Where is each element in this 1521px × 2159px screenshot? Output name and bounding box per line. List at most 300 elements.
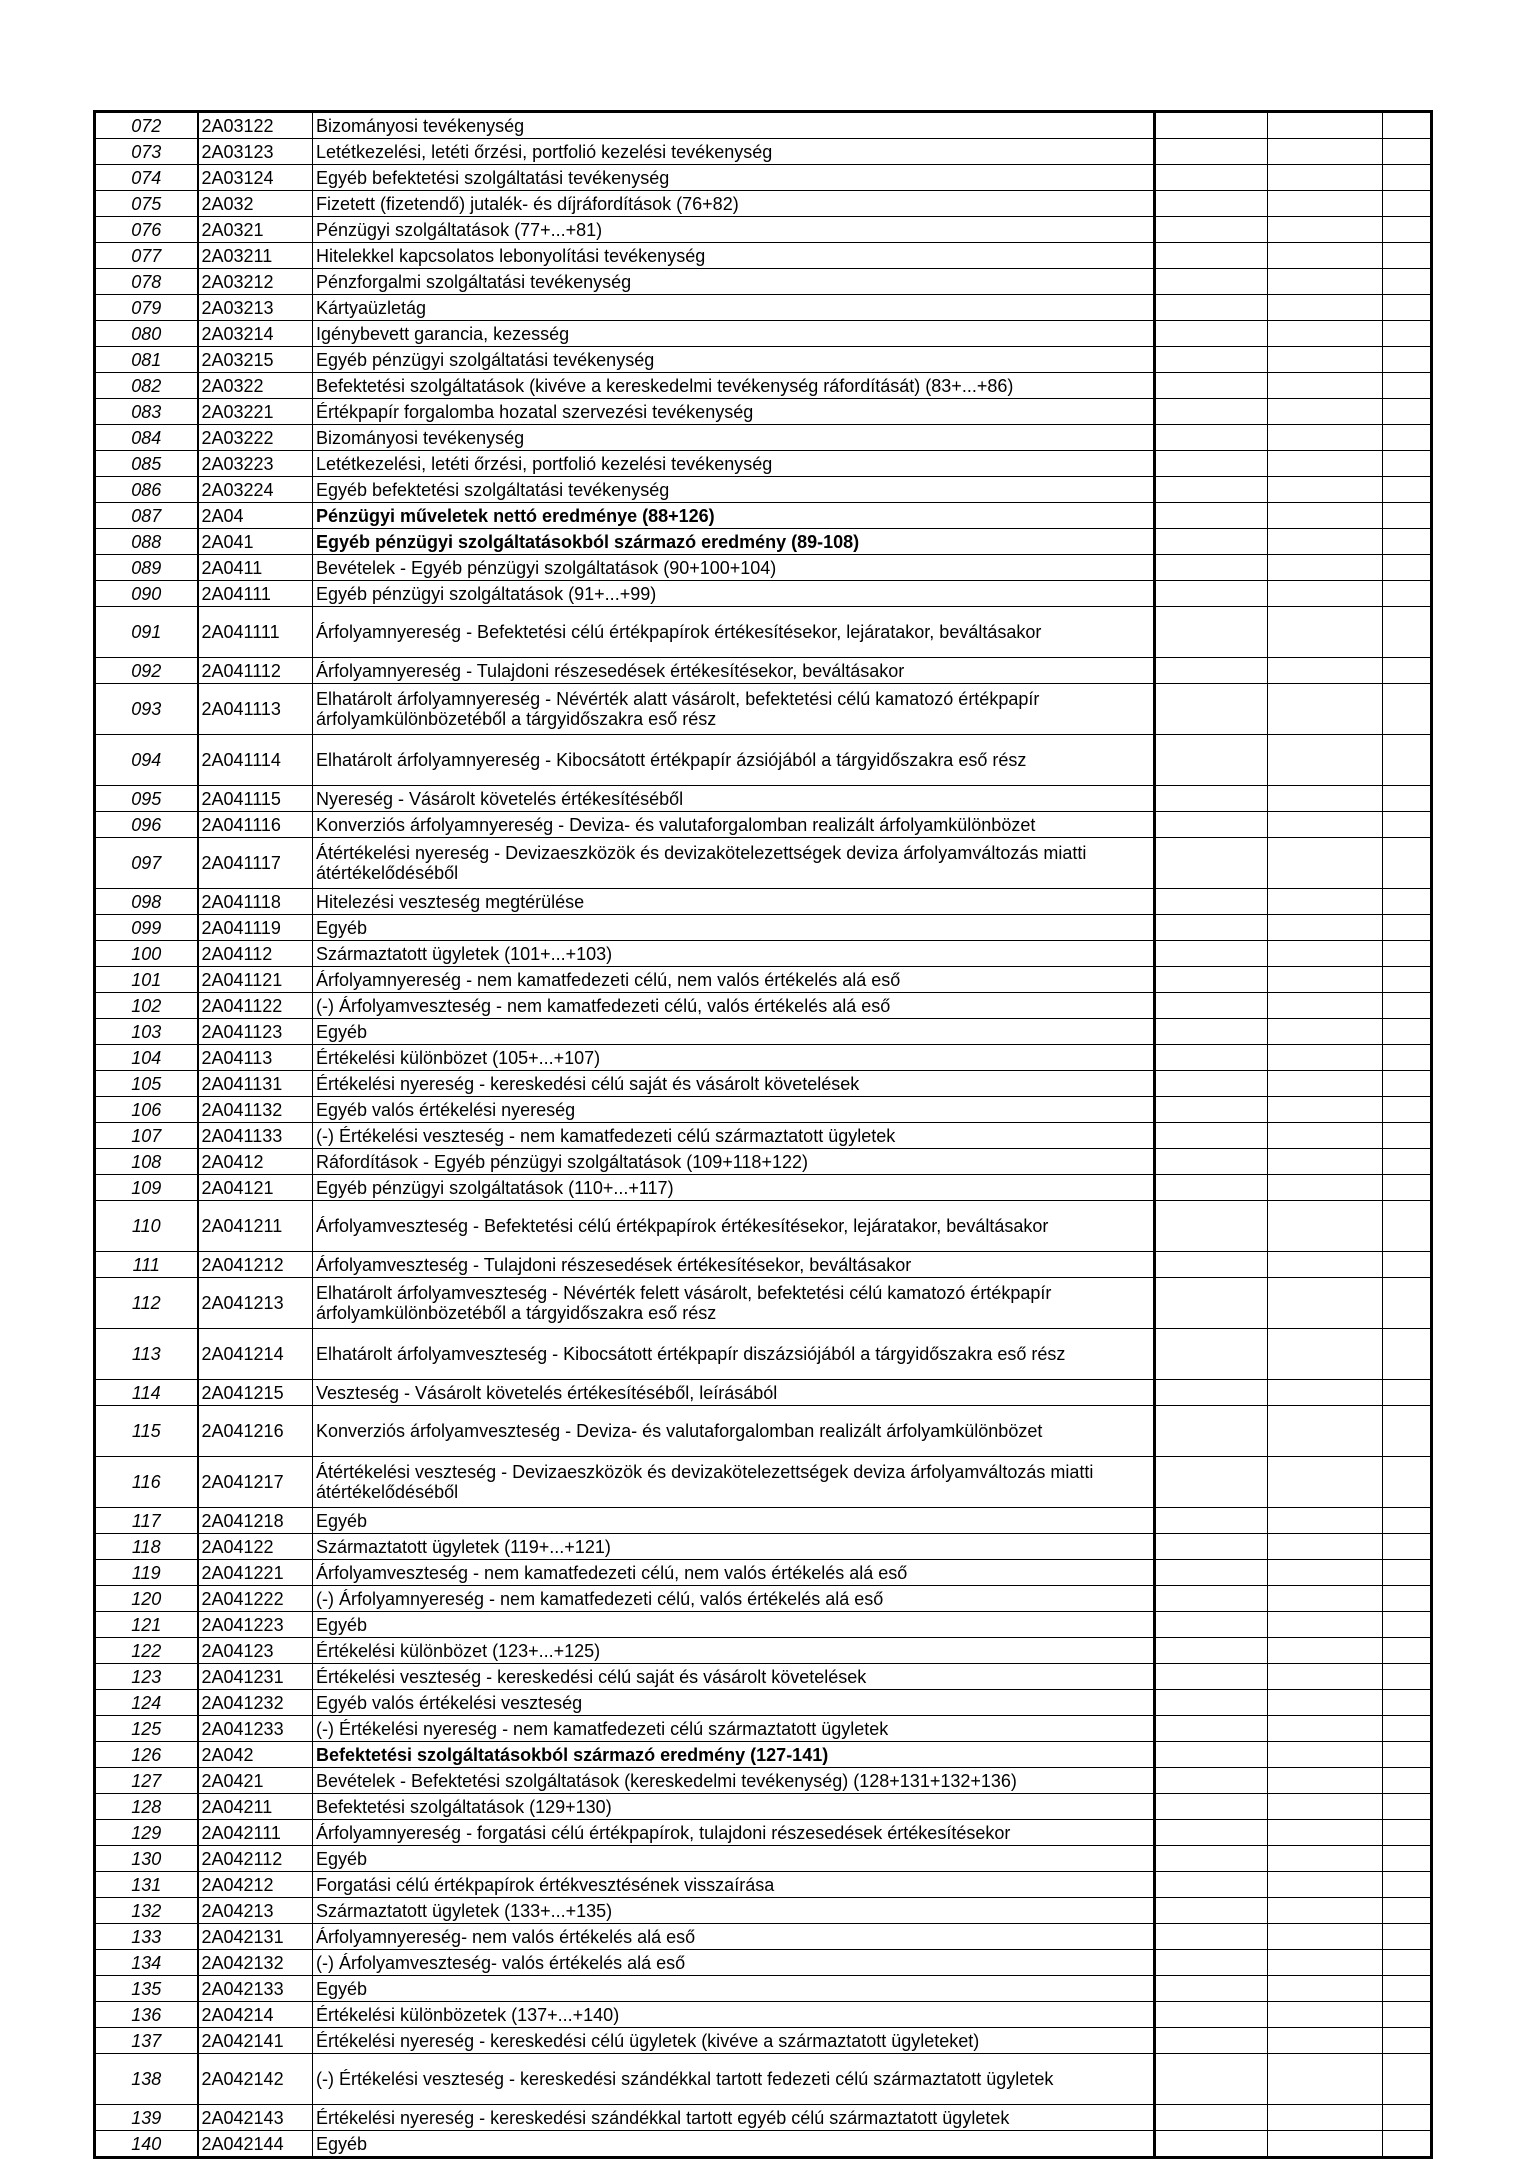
row-number: 124 [95, 1690, 198, 1716]
table-row [95, 165, 1432, 191]
value-cell-3 [1383, 1898, 1432, 1924]
row-code: 2A041131 [198, 1071, 313, 1097]
table-row [95, 2105, 1432, 2131]
row-code: 2A04211 [198, 1794, 313, 1820]
row-code: 2A042141 [198, 2028, 313, 2054]
value-cell-1 [1155, 1071, 1268, 1097]
row-number: 132 [95, 1898, 198, 1924]
row-description: Letétkezelési, letéti őrzési, portfolió kezelési tevékenység [313, 451, 1155, 477]
table-row [95, 529, 1432, 555]
row-description: Fizetett (fizetendő) jutalék- és díjráfordítások (76+82) [313, 191, 1155, 217]
table-row [95, 1123, 1432, 1149]
row-number: 136 [95, 2002, 198, 2028]
row-number: 080 [95, 321, 198, 347]
row-number: 138 [95, 2054, 198, 2105]
table-row [95, 503, 1432, 529]
row-code: 2A042131 [198, 1924, 313, 1950]
value-cell-1 [1155, 1872, 1268, 1898]
table-row [95, 1045, 1432, 1071]
value-cell-3 [1383, 1045, 1432, 1071]
row-number: 126 [95, 1742, 198, 1768]
value-cell-1 [1155, 1716, 1268, 1742]
value-cell-2 [1268, 112, 1383, 139]
value-cell-1 [1155, 1019, 1268, 1045]
row-description: (-) Értékelési nyereség - nem kamatfedezeti célú származtatott ügyletek [313, 1716, 1155, 1742]
value-cell-1 [1155, 2028, 1268, 2054]
value-cell-2 [1268, 1872, 1383, 1898]
value-cell-3 [1383, 1252, 1432, 1278]
row-code: 2A04113 [198, 1045, 313, 1071]
table-row [95, 1019, 1432, 1045]
row-description: Egyéb valós értékelési veszteség [313, 1690, 1155, 1716]
row-number: 122 [95, 1638, 198, 1664]
table-row [95, 2054, 1432, 2105]
value-cell-3 [1383, 477, 1432, 503]
value-cell-2 [1268, 1278, 1383, 1329]
table-row [95, 425, 1432, 451]
value-cell-1 [1155, 1690, 1268, 1716]
table-row [95, 1716, 1432, 1742]
row-number: 119 [95, 1560, 198, 1586]
table-row [95, 1508, 1432, 1534]
row-number: 135 [95, 1976, 198, 2002]
row-code: 2A041119 [198, 915, 313, 941]
row-description: Elhatárolt árfolyamnyereség - Kibocsátott értékpapír ázsiójából a tárgyidőszakra eső rész [313, 735, 1155, 786]
row-code: 2A0412 [198, 1149, 313, 1175]
value-cell-3 [1383, 1612, 1432, 1638]
row-description: Forgatási célú értékpapírok értékvesztésének visszaírása [313, 1872, 1155, 1898]
row-description: Veszteség - Vásárolt követelés értékesítéséből, leírásából [313, 1380, 1155, 1406]
value-cell-3 [1383, 425, 1432, 451]
row-description: Ráfordítások - Egyéb pénzügyi szolgáltatások (109+118+122) [313, 1149, 1155, 1175]
row-number: 081 [95, 347, 198, 373]
row-number: 117 [95, 1508, 198, 1534]
value-cell-3 [1383, 967, 1432, 993]
row-number: 129 [95, 1820, 198, 1846]
value-cell-3 [1383, 2002, 1432, 2028]
value-cell-3 [1383, 1406, 1432, 1457]
table-row [95, 1586, 1432, 1612]
row-description: Konverziós árfolyamnyereség - Deviza- és valutaforgalomban realizált árfolyamkülönbözet [313, 812, 1155, 838]
value-cell-2 [1268, 139, 1383, 165]
value-cell-1 [1155, 1175, 1268, 1201]
row-code: 2A03221 [198, 399, 313, 425]
value-cell-1 [1155, 786, 1268, 812]
row-description: Egyéb [313, 1019, 1155, 1045]
value-cell-1 [1155, 1846, 1268, 1872]
value-cell-1 [1155, 1201, 1268, 1252]
value-cell-2 [1268, 191, 1383, 217]
table-row [95, 941, 1432, 967]
value-cell-3 [1383, 1534, 1432, 1560]
value-cell-1 [1155, 915, 1268, 941]
value-cell-1 [1155, 295, 1268, 321]
row-description: Egyéb valós értékelési nyereség [313, 1097, 1155, 1123]
value-cell-2 [1268, 735, 1383, 786]
row-code: 2A04123 [198, 1638, 313, 1664]
row-code: 2A042144 [198, 2131, 313, 2158]
value-cell-3 [1383, 1794, 1432, 1820]
table-row [95, 1898, 1432, 1924]
row-description: (-) Árfolyamveszteség- valós értékelés alá eső [313, 1950, 1155, 1976]
value-cell-2 [1268, 477, 1383, 503]
value-cell-3 [1383, 1742, 1432, 1768]
row-number: 094 [95, 735, 198, 786]
value-cell-1 [1155, 658, 1268, 684]
value-cell-1 [1155, 1950, 1268, 1976]
value-cell-1 [1155, 1406, 1268, 1457]
row-description: Egyéb befektetési szolgáltatási tevékenység [313, 165, 1155, 191]
value-cell-1 [1155, 477, 1268, 503]
table-row [95, 1278, 1432, 1329]
value-cell-2 [1268, 2054, 1383, 2105]
value-cell-2 [1268, 2105, 1383, 2131]
row-number: 084 [95, 425, 198, 451]
value-cell-3 [1383, 1508, 1432, 1534]
table-row [95, 1638, 1432, 1664]
row-description: Bevételek - Befektetési szolgáltatások (kereskedelmi tevékenység) (128+131+132+136) [313, 1768, 1155, 1794]
row-description: Egyéb pénzügyi szolgáltatások (91+...+99) [313, 581, 1155, 607]
value-cell-3 [1383, 503, 1432, 529]
value-cell-2 [1268, 1457, 1383, 1508]
row-description: Egyéb [313, 915, 1155, 941]
value-cell-1 [1155, 321, 1268, 347]
value-cell-1 [1155, 1508, 1268, 1534]
row-description: Befektetési szolgáltatások (kivéve a kereskedelmi tevékenység ráfordítását) (83+...+86) [313, 373, 1155, 399]
value-cell-1 [1155, 1794, 1268, 1820]
row-description: Bizományosi tevékenység [313, 425, 1155, 451]
row-number: 120 [95, 1586, 198, 1612]
value-cell-3 [1383, 269, 1432, 295]
value-cell-2 [1268, 607, 1383, 658]
value-cell-1 [1155, 503, 1268, 529]
ledger-body [95, 112, 1432, 2158]
value-cell-2 [1268, 2002, 1383, 2028]
row-code: 2A03223 [198, 451, 313, 477]
value-cell-3 [1383, 2105, 1432, 2131]
row-code: 2A041215 [198, 1380, 313, 1406]
row-description: Értékelési nyereség - kereskedési célú ügyletek (kivéve a származtatott ügyleteket) [313, 2028, 1155, 2054]
value-cell-1 [1155, 425, 1268, 451]
table-row [95, 139, 1432, 165]
table-row [95, 1175, 1432, 1201]
table-row [95, 993, 1432, 1019]
value-cell-1 [1155, 1664, 1268, 1690]
row-number: 131 [95, 1872, 198, 1898]
value-cell-1 [1155, 112, 1268, 139]
row-description: (-) Értékelési veszteség - kereskedési szándékkal tartott fedezeti célú származtatott ügyletek [313, 2054, 1155, 2105]
value-cell-2 [1268, 1950, 1383, 1976]
row-number: 116 [95, 1457, 198, 1508]
row-description: Nyereség - Vásárolt követelés értékesítéséből [313, 786, 1155, 812]
row-code: 2A042112 [198, 1846, 313, 1872]
value-cell-2 [1268, 786, 1383, 812]
row-number: 102 [95, 993, 198, 1019]
value-cell-3 [1383, 243, 1432, 269]
row-description: Konverziós árfolyamveszteség - Deviza- és valutaforgalomban realizált árfolyamkülönbözet [313, 1406, 1155, 1457]
value-cell-3 [1383, 1690, 1432, 1716]
row-number: 098 [95, 889, 198, 915]
value-cell-1 [1155, 1924, 1268, 1950]
value-cell-1 [1155, 165, 1268, 191]
value-cell-3 [1383, 2054, 1432, 2105]
value-cell-2 [1268, 1898, 1383, 1924]
table-row [95, 112, 1432, 139]
value-cell-1 [1155, 838, 1268, 889]
value-cell-2 [1268, 838, 1383, 889]
row-description: Értékelési különbözetek (137+...+140) [313, 2002, 1155, 2028]
value-cell-1 [1155, 1534, 1268, 1560]
row-number: 085 [95, 451, 198, 477]
row-number: 105 [95, 1071, 198, 1097]
ledger-table [93, 110, 1433, 2159]
row-code: 2A042111 [198, 1820, 313, 1846]
value-cell-1 [1155, 1586, 1268, 1612]
row-code: 2A042133 [198, 1976, 313, 2002]
row-description: Árfolyamnyereség - Tulajdoni részesedések értékesítésekor, beváltásakor [313, 658, 1155, 684]
value-cell-1 [1155, 684, 1268, 735]
row-number: 137 [95, 2028, 198, 2054]
value-cell-3 [1383, 1123, 1432, 1149]
value-cell-2 [1268, 1406, 1383, 1457]
value-cell-2 [1268, 217, 1383, 243]
row-code: 2A041218 [198, 1508, 313, 1534]
row-number: 123 [95, 1664, 198, 1690]
value-cell-3 [1383, 581, 1432, 607]
value-cell-2 [1268, 684, 1383, 735]
table-row [95, 889, 1432, 915]
value-cell-1 [1155, 1252, 1268, 1278]
value-cell-2 [1268, 1976, 1383, 2002]
value-cell-1 [1155, 889, 1268, 915]
value-cell-1 [1155, 1278, 1268, 1329]
table-row [95, 347, 1432, 373]
value-cell-2 [1268, 581, 1383, 607]
value-cell-3 [1383, 607, 1432, 658]
value-cell-3 [1383, 1768, 1432, 1794]
row-description: Pénzügyi szolgáltatások (77+...+81) [313, 217, 1155, 243]
value-cell-2 [1268, 915, 1383, 941]
row-number: 093 [95, 684, 198, 735]
table-row [95, 191, 1432, 217]
value-cell-3 [1383, 2131, 1432, 2158]
value-cell-1 [1155, 1976, 1268, 2002]
row-code: 2A04 [198, 503, 313, 529]
value-cell-1 [1155, 1742, 1268, 1768]
value-cell-2 [1268, 1768, 1383, 1794]
value-cell-1 [1155, 347, 1268, 373]
row-number: 110 [95, 1201, 198, 1252]
value-cell-2 [1268, 1380, 1383, 1406]
row-number: 090 [95, 581, 198, 607]
value-cell-2 [1268, 2028, 1383, 2054]
table-row [95, 1742, 1432, 1768]
value-cell-3 [1383, 1071, 1432, 1097]
row-description: Igénybevett garancia, kezesség [313, 321, 1155, 347]
row-number: 082 [95, 373, 198, 399]
value-cell-2 [1268, 1123, 1383, 1149]
table-row [95, 1329, 1432, 1380]
value-cell-3 [1383, 915, 1432, 941]
value-cell-3 [1383, 812, 1432, 838]
value-cell-3 [1383, 1278, 1432, 1329]
row-code: 2A04212 [198, 1872, 313, 1898]
row-number: 099 [95, 915, 198, 941]
row-code: 2A0321 [198, 217, 313, 243]
table-row [95, 555, 1432, 581]
row-description: Befektetési szolgáltatásokból származó eredmény (127-141) [313, 1742, 1155, 1768]
value-cell-3 [1383, 217, 1432, 243]
row-number: 083 [95, 399, 198, 425]
value-cell-3 [1383, 1716, 1432, 1742]
row-description: Bizományosi tevékenység [313, 112, 1155, 139]
row-code: 2A041214 [198, 1329, 313, 1380]
row-code: 2A041123 [198, 1019, 313, 1045]
row-code: 2A032 [198, 191, 313, 217]
value-cell-2 [1268, 2131, 1383, 2158]
value-cell-3 [1383, 399, 1432, 425]
value-cell-1 [1155, 1612, 1268, 1638]
row-code: 2A03211 [198, 243, 313, 269]
row-number: 097 [95, 838, 198, 889]
value-cell-2 [1268, 1690, 1383, 1716]
value-cell-2 [1268, 1071, 1383, 1097]
value-cell-1 [1155, 1560, 1268, 1586]
row-code: 2A03222 [198, 425, 313, 451]
row-number: 139 [95, 2105, 198, 2131]
table-row [95, 735, 1432, 786]
value-cell-3 [1383, 1846, 1432, 1872]
table-row [95, 1457, 1432, 1508]
table-row [95, 2131, 1432, 2158]
row-number: 079 [95, 295, 198, 321]
value-cell-2 [1268, 967, 1383, 993]
row-description: Származtatott ügyletek (133+...+135) [313, 1898, 1155, 1924]
value-cell-2 [1268, 1794, 1383, 1820]
table-row [95, 399, 1432, 425]
table-row [95, 1149, 1432, 1175]
value-cell-1 [1155, 2002, 1268, 2028]
table-row [95, 658, 1432, 684]
value-cell-3 [1383, 1820, 1432, 1846]
row-number: 073 [95, 139, 198, 165]
row-code: 2A041211 [198, 1201, 313, 1252]
value-cell-2 [1268, 451, 1383, 477]
value-cell-1 [1155, 1123, 1268, 1149]
row-code: 2A041216 [198, 1406, 313, 1457]
row-number: 121 [95, 1612, 198, 1638]
value-cell-2 [1268, 1716, 1383, 1742]
row-code: 2A03213 [198, 295, 313, 321]
value-cell-3 [1383, 321, 1432, 347]
row-description: Származtatott ügyletek (119+...+121) [313, 1534, 1155, 1560]
row-code: 2A042142 [198, 2054, 313, 2105]
table-row [95, 1794, 1432, 1820]
row-number: 075 [95, 191, 198, 217]
row-code: 2A041213 [198, 1278, 313, 1329]
value-cell-3 [1383, 1175, 1432, 1201]
row-code: 2A041233 [198, 1716, 313, 1742]
row-code: 2A03212 [198, 269, 313, 295]
table-row [95, 786, 1432, 812]
value-cell-1 [1155, 1457, 1268, 1508]
value-cell-1 [1155, 941, 1268, 967]
row-code: 2A03214 [198, 321, 313, 347]
row-code: 2A041113 [198, 684, 313, 735]
row-code: 2A041118 [198, 889, 313, 915]
value-cell-3 [1383, 529, 1432, 555]
table-row [95, 838, 1432, 889]
value-cell-3 [1383, 1329, 1432, 1380]
value-cell-2 [1268, 269, 1383, 295]
value-cell-1 [1155, 555, 1268, 581]
row-code: 2A041116 [198, 812, 313, 838]
row-code: 2A03123 [198, 139, 313, 165]
row-description: Egyéb pénzügyi szolgáltatási tevékenység [313, 347, 1155, 373]
table-row [95, 684, 1432, 735]
value-cell-3 [1383, 139, 1432, 165]
value-cell-1 [1155, 2105, 1268, 2131]
value-cell-2 [1268, 529, 1383, 555]
row-code: 2A042143 [198, 2105, 313, 2131]
row-description: Értékelési veszteség - kereskedési célú saját és vásárolt követelések [313, 1664, 1155, 1690]
row-description: Átértékelési nyereség - Devizaeszközök és devizakötelezettségek deviza árfolyamváltozás miatti átértékelődéséből [313, 838, 1155, 889]
value-cell-3 [1383, 1664, 1432, 1690]
row-number: 127 [95, 1768, 198, 1794]
row-description: Kártyaüzletág [313, 295, 1155, 321]
value-cell-1 [1155, 191, 1268, 217]
value-cell-2 [1268, 555, 1383, 581]
value-cell-3 [1383, 112, 1432, 139]
value-cell-2 [1268, 1638, 1383, 1664]
table-row [95, 2028, 1432, 2054]
row-description: Bevételek - Egyéb pénzügyi szolgáltatások (90+100+104) [313, 555, 1155, 581]
table-row [95, 451, 1432, 477]
row-number: 088 [95, 529, 198, 555]
value-cell-1 [1155, 967, 1268, 993]
row-code: 2A041217 [198, 1457, 313, 1508]
value-cell-1 [1155, 2131, 1268, 2158]
row-description: Egyéb befektetési szolgáltatási tevékenység [313, 477, 1155, 503]
value-cell-3 [1383, 838, 1432, 889]
value-cell-1 [1155, 812, 1268, 838]
row-number: 128 [95, 1794, 198, 1820]
row-code: 2A042 [198, 1742, 313, 1768]
table-row [95, 1846, 1432, 1872]
value-cell-2 [1268, 889, 1383, 915]
row-description: Származtatott ügyletek (101+...+103) [313, 941, 1155, 967]
value-cell-3 [1383, 1019, 1432, 1045]
row-number: 125 [95, 1716, 198, 1742]
row-number: 112 [95, 1278, 198, 1329]
table-row [95, 812, 1432, 838]
row-number: 111 [95, 1252, 198, 1278]
table-row [95, 373, 1432, 399]
value-cell-2 [1268, 1508, 1383, 1534]
table-row [95, 217, 1432, 243]
row-number: 104 [95, 1045, 198, 1071]
row-code: 2A041117 [198, 838, 313, 889]
value-cell-1 [1155, 2054, 1268, 2105]
row-code: 2A0322 [198, 373, 313, 399]
row-number: 114 [95, 1380, 198, 1406]
row-code: 2A041 [198, 529, 313, 555]
row-code: 2A04213 [198, 1898, 313, 1924]
row-number: 072 [95, 112, 198, 139]
value-cell-1 [1155, 451, 1268, 477]
value-cell-3 [1383, 1976, 1432, 2002]
row-number: 140 [95, 2131, 198, 2158]
